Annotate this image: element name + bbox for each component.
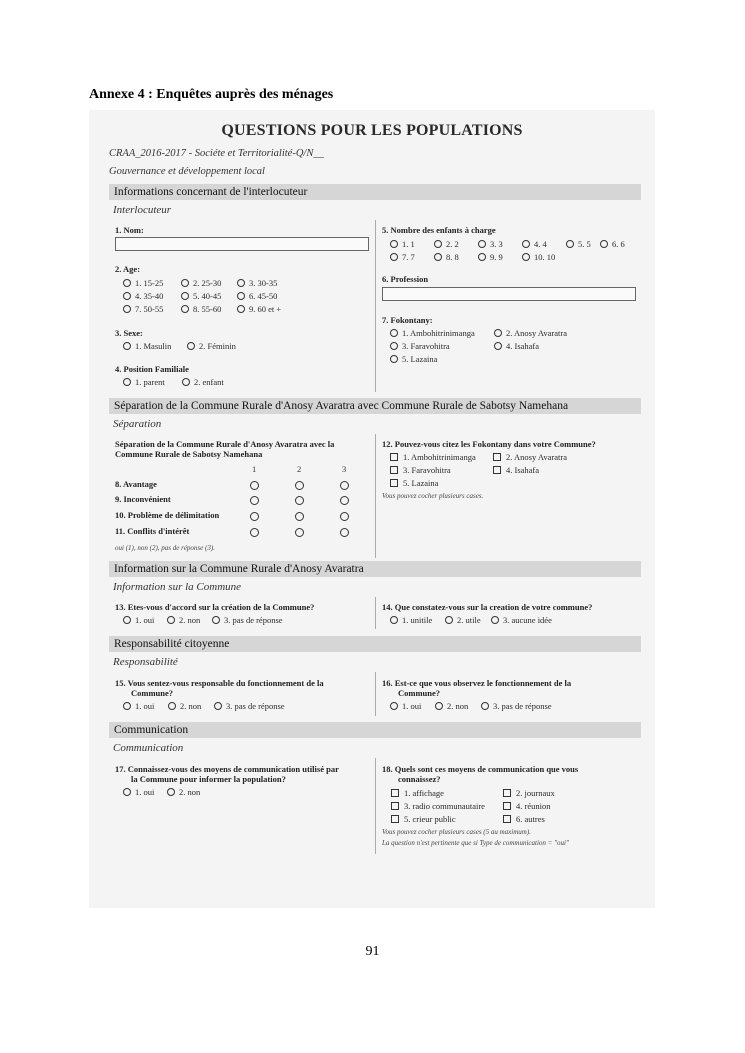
section-band-responsabilite: Responsabilité citoyenne bbox=[109, 636, 641, 652]
checkbox-icon bbox=[503, 789, 511, 797]
radio-icon bbox=[566, 240, 574, 248]
matrix-row-label: 10. Problème de délimitation bbox=[115, 510, 220, 520]
q17-label-cont: la Commune pour informer la population? bbox=[131, 774, 286, 784]
page-number: 91 bbox=[365, 944, 380, 959]
column-divider bbox=[375, 220, 376, 392]
q5-label: 5. Nombre des enfants à charge bbox=[382, 225, 496, 235]
sexe-option[interactable]: 1. Masulin bbox=[123, 341, 171, 351]
connaissance-option[interactable]: 2. non bbox=[167, 787, 200, 797]
responsable-option[interactable]: 1. oui bbox=[123, 701, 154, 711]
radio-icon bbox=[434, 253, 442, 261]
enfants-option[interactable]: 9. 9 bbox=[478, 252, 503, 262]
q18-note: Vous pouvez cocher plusieurs cases (5 au maximum). bbox=[382, 828, 531, 836]
checkbox-icon bbox=[391, 815, 399, 823]
enfants-option[interactable]: 6. 6 bbox=[600, 239, 625, 249]
position-option[interactable]: 2. enfant bbox=[182, 377, 224, 387]
moyen-checkbox[interactable]: 5. crieur public bbox=[391, 814, 456, 824]
matrix-radio[interactable] bbox=[295, 481, 304, 490]
radio-icon bbox=[181, 279, 189, 287]
matrix-row-label: 9. Inconvénient bbox=[115, 494, 171, 504]
section-heading-interlocuteur: Interlocuteur bbox=[113, 204, 172, 216]
section-band-information: Information sur la Commune Rurale d'Anosy Avaratra bbox=[109, 561, 641, 577]
q12-note: Vous pouvez cocher plusieurs cases. bbox=[382, 492, 484, 500]
q1-label: 1. Nom: bbox=[115, 225, 144, 235]
radio-icon bbox=[522, 240, 530, 248]
observe-option[interactable]: 3. pas de réponse bbox=[481, 701, 552, 711]
matrix-col-header: 3 bbox=[342, 464, 347, 474]
radio-icon bbox=[434, 240, 442, 248]
enfants-option[interactable]: 4. 4 bbox=[522, 239, 547, 249]
radio-icon bbox=[214, 702, 222, 710]
enfants-option[interactable]: 10. 10 bbox=[522, 252, 555, 262]
radio-icon bbox=[187, 342, 195, 350]
radio-icon bbox=[181, 292, 189, 300]
moyen-checkbox[interactable]: 4. réunion bbox=[503, 801, 550, 811]
radio-icon bbox=[478, 240, 486, 248]
checkbox-icon bbox=[503, 815, 511, 823]
radio-icon bbox=[123, 378, 131, 386]
checkbox-icon bbox=[503, 802, 511, 810]
radio-icon bbox=[237, 279, 245, 287]
radio-icon bbox=[123, 616, 131, 624]
constat-option[interactable]: 3. aucune idée bbox=[491, 615, 552, 625]
accord-option[interactable]: 1. oui bbox=[123, 615, 154, 625]
radio-icon bbox=[212, 616, 220, 624]
matrix-row-label: 11. Conflits d'intérêt bbox=[115, 526, 190, 536]
radio-icon bbox=[123, 702, 131, 710]
fokontany-checkbox[interactable]: 1. Ambohitrinimanga bbox=[390, 452, 476, 462]
radio-icon bbox=[481, 702, 489, 710]
matrix-row-label: 8. Avantage bbox=[115, 479, 157, 489]
radio-icon bbox=[494, 329, 502, 337]
section-band-separation: Séparation de la Commune Rurale d'Anosy Avaratra avec Commune Rurale de Sabotsy Namehana bbox=[109, 398, 641, 414]
radio-icon bbox=[123, 305, 131, 313]
age-option[interactable]: 3. 30-35 bbox=[237, 278, 277, 288]
matrix-col-header: 1 bbox=[252, 464, 257, 474]
radio-icon bbox=[522, 253, 530, 261]
enfants-option[interactable]: 1. 1 bbox=[390, 239, 415, 249]
radio-icon bbox=[167, 788, 175, 796]
radio-icon bbox=[181, 305, 189, 313]
radio-icon bbox=[390, 329, 398, 337]
age-option[interactable]: 5. 40-45 bbox=[181, 291, 221, 301]
radio-icon bbox=[237, 292, 245, 300]
matrix-radio[interactable] bbox=[250, 481, 259, 490]
checkbox-icon bbox=[391, 789, 399, 797]
form-subtitle: Gouvernance et développement local bbox=[109, 166, 265, 177]
column-divider bbox=[375, 672, 376, 716]
q7-label: 7. Fokontany: bbox=[382, 315, 433, 325]
profession-input[interactable] bbox=[382, 287, 636, 301]
sexe-option[interactable]: 2. Féminin bbox=[187, 341, 236, 351]
fokontany-option[interactable]: 4. Isahafa bbox=[494, 341, 539, 351]
section-heading-separation: Séparation bbox=[113, 418, 162, 430]
radio-icon bbox=[390, 240, 398, 248]
radio-icon bbox=[123, 342, 131, 350]
section-band-communication: Communication bbox=[109, 722, 641, 738]
fokontany-checkbox[interactable]: 2. Anosy Avaratra bbox=[493, 452, 567, 462]
responsable-option[interactable]: 3. pas de réponse bbox=[214, 701, 285, 711]
q18-condition-note: La question n'est pertinente que si Type de communication = "oui" bbox=[382, 839, 569, 847]
section-heading-communication: Communication bbox=[113, 742, 184, 754]
age-option[interactable]: 2. 25-30 bbox=[181, 278, 221, 288]
responsable-option[interactable]: 2. non bbox=[168, 701, 201, 711]
column-divider bbox=[375, 758, 376, 854]
matrix-radio[interactable] bbox=[340, 512, 349, 521]
age-option[interactable]: 7. 50-55 bbox=[123, 304, 163, 314]
enfants-option[interactable]: 2. 2 bbox=[434, 239, 459, 249]
radio-icon bbox=[478, 253, 486, 261]
observe-option[interactable]: 1. oui bbox=[390, 701, 421, 711]
fokontany-checkbox[interactable]: 5. Lazaina bbox=[390, 478, 438, 488]
radio-icon bbox=[123, 788, 131, 796]
column-divider bbox=[375, 434, 376, 558]
checkbox-icon bbox=[493, 466, 501, 474]
column-divider bbox=[375, 597, 376, 629]
radio-icon bbox=[390, 616, 398, 624]
fokontany-option[interactable]: 3. Faravohitra bbox=[390, 341, 450, 351]
form-code: CRAA_2016-2017 - Sociéte et Territorialité-Q/N__ bbox=[109, 148, 324, 159]
section-heading-responsabilite: Responsabilité bbox=[113, 656, 178, 668]
q14-label: 14. Que constatez-vous sur la creation de votre commune? bbox=[382, 602, 593, 612]
radio-icon bbox=[123, 292, 131, 300]
q16-label-cont: Commune? bbox=[398, 688, 441, 698]
age-option[interactable]: 9. 60 et + bbox=[237, 304, 281, 314]
q18-label: 18. Quels sont ces moyens de communication que vous bbox=[382, 764, 579, 774]
q12-label: 12. Pouvez-vous citez les Fokontany dans votre Commune? bbox=[382, 439, 596, 449]
matrix-radio[interactable] bbox=[250, 528, 259, 537]
q4-label: 4. Position Familiale bbox=[115, 364, 189, 374]
radio-icon bbox=[390, 342, 398, 350]
q16-label: 16. Est-ce que vous observez le fonctionnement de la bbox=[382, 678, 572, 688]
matrix-note: oui (1), non (2), pas de réponse (3). bbox=[115, 544, 215, 552]
radio-icon bbox=[168, 702, 176, 710]
radio-icon bbox=[237, 305, 245, 313]
moyen-checkbox[interactable]: 3. radio communautaire bbox=[391, 801, 485, 811]
checkbox-icon bbox=[391, 802, 399, 810]
fokontany-checkbox[interactable]: 4. Isahafa bbox=[493, 465, 539, 475]
moyen-checkbox[interactable]: 2. journaux bbox=[503, 788, 555, 798]
q17-label: 17. Connaissez-vous des moyens de communication utilisé par bbox=[115, 764, 339, 774]
radio-icon bbox=[390, 702, 398, 710]
radio-icon bbox=[494, 342, 502, 350]
position-option[interactable]: 1. parent bbox=[123, 377, 165, 387]
constat-option[interactable]: 1. unitile bbox=[390, 615, 432, 625]
checkbox-icon bbox=[493, 453, 501, 461]
matrix-radio[interactable] bbox=[295, 496, 304, 505]
constat-option[interactable]: 2. utile bbox=[445, 615, 481, 625]
enfants-option[interactable]: 7. 7 bbox=[390, 252, 415, 262]
matrix-radio[interactable] bbox=[250, 496, 259, 505]
checkbox-icon bbox=[390, 479, 398, 487]
enfants-option[interactable]: 5. 5 bbox=[566, 239, 591, 249]
age-option[interactable]: 8. 55-60 bbox=[181, 304, 221, 314]
form-title: QUESTIONS POUR LES POPULATIONS bbox=[221, 122, 523, 139]
q2-label: 2. Age: bbox=[115, 264, 141, 274]
radio-icon bbox=[600, 240, 608, 248]
checkbox-icon bbox=[390, 453, 398, 461]
q15-label: 15. Vous sentez-vous responsable du fonctionnement de la bbox=[115, 678, 324, 688]
fokontany-checkbox[interactable]: 3. Faravohitra bbox=[390, 465, 451, 475]
enfants-option[interactable]: 8. 8 bbox=[434, 252, 459, 262]
radio-icon bbox=[390, 355, 398, 363]
section-heading-information: Information sur la Commune bbox=[113, 581, 242, 593]
q18-label-cont: connaissez? bbox=[398, 774, 441, 784]
age-option[interactable]: 1. 15-25 bbox=[123, 278, 163, 288]
age-option[interactable]: 6. 45-50 bbox=[237, 291, 277, 301]
section-band-interlocuteur: Informations concernant de l'interlocuteur bbox=[109, 184, 641, 200]
matrix-radio[interactable] bbox=[295, 512, 304, 521]
enfants-option[interactable]: 3. 3 bbox=[478, 239, 503, 249]
accord-option[interactable]: 3. pas de réponse bbox=[212, 615, 283, 625]
age-option[interactable]: 4. 35-40 bbox=[123, 291, 163, 301]
matrix-col-header: 2 bbox=[297, 464, 302, 474]
matrix-radio[interactable] bbox=[340, 496, 349, 505]
q3-label: 3. Sexe: bbox=[115, 328, 143, 338]
matrix-radio[interactable] bbox=[295, 528, 304, 537]
fokontany-option[interactable]: 2. Anosy Avaratra bbox=[494, 328, 567, 338]
questionnaire-scan bbox=[89, 110, 655, 908]
accord-option[interactable]: 2. non bbox=[167, 615, 200, 625]
observe-option[interactable]: 2. non bbox=[435, 701, 468, 711]
q6-label: 6. Profession bbox=[382, 274, 429, 284]
radio-icon bbox=[491, 616, 499, 624]
nom-input[interactable] bbox=[115, 237, 369, 251]
matrix-radio[interactable] bbox=[250, 512, 259, 521]
q13-label: 13. Etes-vous d'accord sur la création de la Commune? bbox=[115, 602, 315, 612]
checkbox-icon bbox=[390, 466, 398, 474]
q15-label-cont: Commune? bbox=[131, 688, 174, 698]
matrix-title: Séparation de la Commune Rurale d'Anosy Avaratra avec la Commune Rurale de Sabotsy Namehana bbox=[115, 439, 335, 459]
connaissance-option[interactable]: 1. oui bbox=[123, 787, 154, 797]
radio-icon bbox=[445, 616, 453, 624]
moyen-checkbox[interactable]: 1. affichage bbox=[391, 788, 444, 798]
radio-icon bbox=[390, 253, 398, 261]
fokontany-option[interactable]: 1. Ambohitrinimanga bbox=[390, 328, 475, 338]
fokontany-option[interactable]: 5. Lazaina bbox=[390, 354, 437, 364]
matrix-radio[interactable] bbox=[340, 528, 349, 537]
annexe-title: Annexe 4 : Enquêtes auprès des ménages bbox=[89, 87, 334, 102]
matrix-radio[interactable] bbox=[340, 481, 349, 490]
radio-icon bbox=[435, 702, 443, 710]
moyen-checkbox[interactable]: 6. autres bbox=[503, 814, 545, 824]
radio-icon bbox=[182, 378, 190, 386]
radio-icon bbox=[123, 279, 131, 287]
radio-icon bbox=[167, 616, 175, 624]
